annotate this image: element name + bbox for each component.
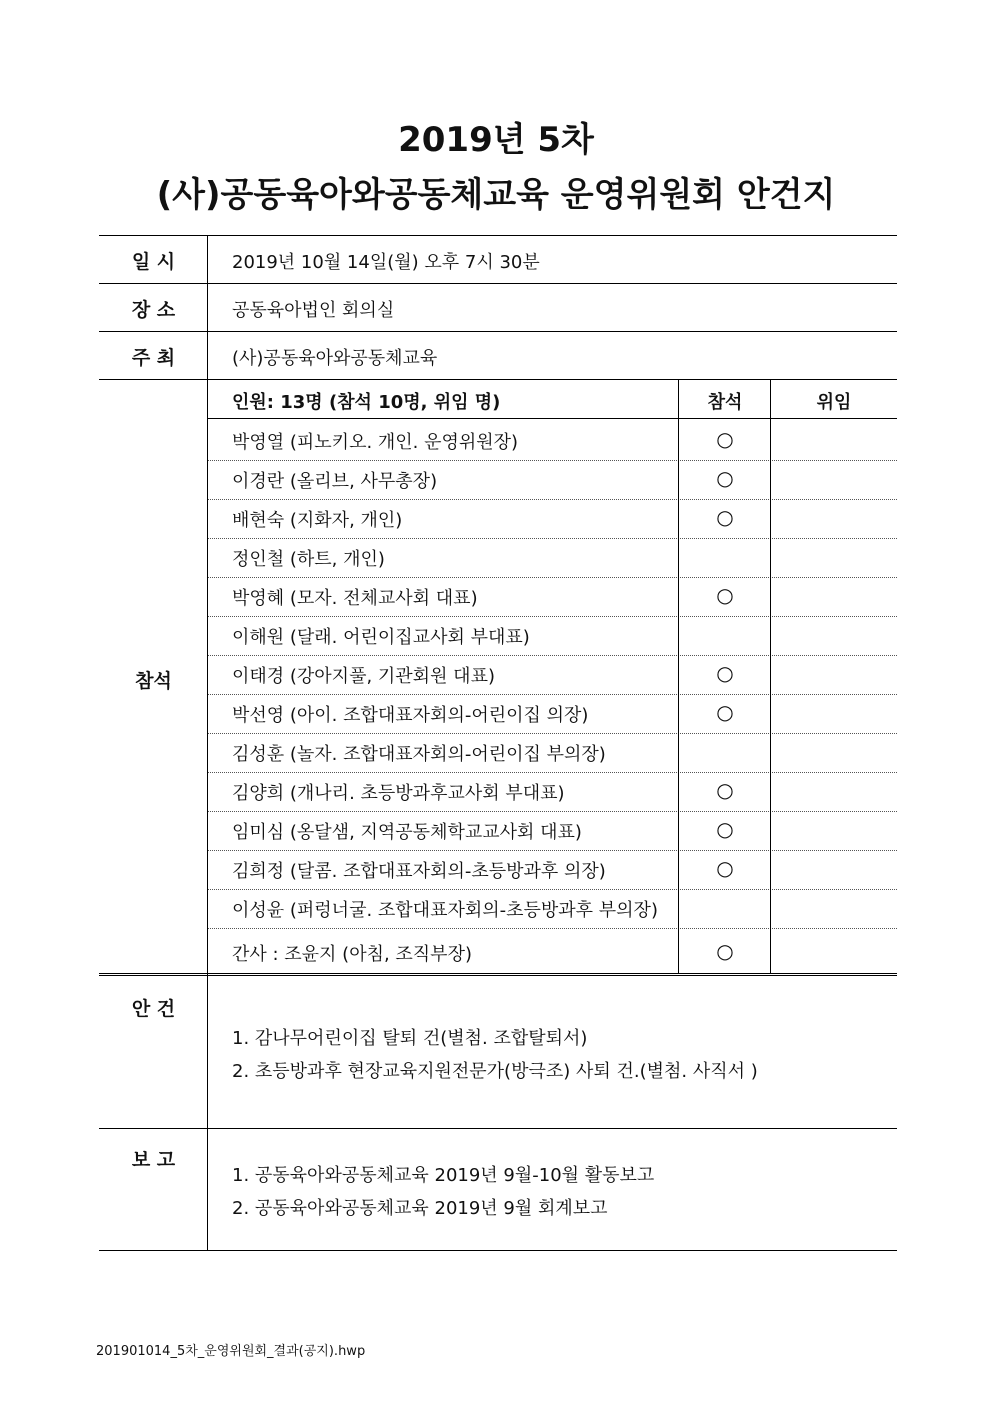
attend-mark: ○ — [716, 583, 734, 607]
attendance-summary: 인원: 13명 (참석 10명, 위임 명) — [232, 392, 501, 413]
rule-dotted — [208, 850, 897, 851]
attend-mark: ○ — [716, 856, 734, 880]
member-name: 박영혜 (모자. 전체교사회 대표) — [232, 588, 478, 609]
attend-mark: ○ — [716, 466, 734, 490]
rule-dotted — [208, 616, 897, 617]
attend-mark: ○ — [716, 778, 734, 802]
report-item: 1. 공동육아와공동체교육 2019년 9월-10월 활동보고 — [232, 1165, 655, 1186]
attend-mark: ○ — [716, 939, 734, 963]
rule — [99, 283, 897, 284]
member-name: 이해원 (달래. 어린이집교사회 부대표) — [232, 627, 530, 648]
attend-mark: ○ — [716, 505, 734, 529]
attend-mark: ○ — [716, 700, 734, 724]
rule-double — [99, 973, 897, 976]
footer-filename: 201901014_5차_운영위원회_결과(공지).hwp — [96, 1344, 366, 1359]
place-label: 장 소 — [131, 299, 176, 321]
date-label: 일 시 — [131, 251, 176, 273]
proxy-column-header: 위임 — [816, 392, 852, 413]
rule-dotted — [208, 577, 897, 578]
place-value: 공동육아법인 회의실 — [232, 300, 395, 321]
attend-mark: ○ — [716, 817, 734, 841]
member-name: 이성윤 (퍼렁너굴. 조합대표자회의-초등방과후 부의장) — [232, 900, 658, 921]
rule-attendance-header — [208, 418, 897, 419]
rule-dotted — [208, 538, 897, 539]
title-line-2: (사)공동육아와공동체교육 운영위원회 안건지 — [156, 175, 836, 215]
member-name: 배현숙 (지화자, 개인) — [232, 510, 403, 531]
attend-mark: ○ — [716, 427, 734, 451]
report-label: 보 고 — [131, 1149, 176, 1171]
attendance-label: 참석 — [135, 670, 172, 692]
agenda-item: 2. 초등방과후 현장교육지원전문가(방극조) 사퇴 건.(별첨. 사직서 ) — [232, 1061, 758, 1082]
attend-column-header: 참석 — [707, 392, 743, 413]
member-name: 이경란 (올리브, 사무총장) — [232, 471, 438, 492]
title-line-1: 2019년 5차 — [398, 120, 594, 160]
rule-dotted — [208, 655, 897, 656]
host-value: (사)공동육아와공동체교육 — [232, 348, 438, 369]
member-name: 이태경 (강아지풀, 기관회원 대표) — [232, 666, 495, 687]
agenda-item: 1. 감나무어린이집 탈퇴 건(별첨. 조합탈퇴서) — [232, 1028, 588, 1049]
member-name: 정인철 (하트, 개인) — [232, 549, 385, 570]
rule-dotted — [208, 811, 897, 812]
date-value: 2019년 10월 14일(월) 오후 7시 30분 — [232, 252, 540, 273]
member-name: 임미심 (옹달샘, 지역공동체학교교사회 대표) — [232, 822, 582, 843]
member-name: 간사 : 조윤지 (아침, 조직부장) — [232, 944, 472, 965]
rule-dotted — [208, 733, 897, 734]
rule-dotted — [208, 928, 897, 929]
rule-dotted — [208, 889, 897, 890]
rule-top — [99, 235, 897, 236]
rule — [99, 379, 897, 380]
rule-bottom — [99, 1250, 897, 1251]
rule-dotted — [208, 772, 897, 773]
attend-mark: ○ — [716, 661, 734, 685]
rule-dotted — [208, 499, 897, 500]
rule — [99, 331, 897, 332]
host-label: 주 최 — [131, 347, 176, 369]
member-name: 김성훈 (놀자. 조합대표자회의-어린이집 부의장) — [232, 744, 606, 765]
agenda-label: 안 건 — [131, 998, 176, 1020]
rule-vertical-label — [207, 235, 208, 1250]
member-name: 김양희 (개나리. 초등방과후교사회 부대표) — [232, 783, 565, 804]
member-name: 김희정 (달콤. 조합대표자회의-초등방과후 의장) — [232, 861, 606, 882]
rule-dotted — [208, 694, 897, 695]
member-name: 박선영 (아이. 조합대표자회의-어린이집 의장) — [232, 705, 589, 726]
rule-dotted — [208, 460, 897, 461]
rule — [99, 1128, 897, 1129]
member-name: 박영열 (피노키오. 개인. 운영위원장) — [232, 432, 519, 453]
report-item: 2. 공동육아와공동체교육 2019년 9월 회계보고 — [232, 1198, 608, 1219]
